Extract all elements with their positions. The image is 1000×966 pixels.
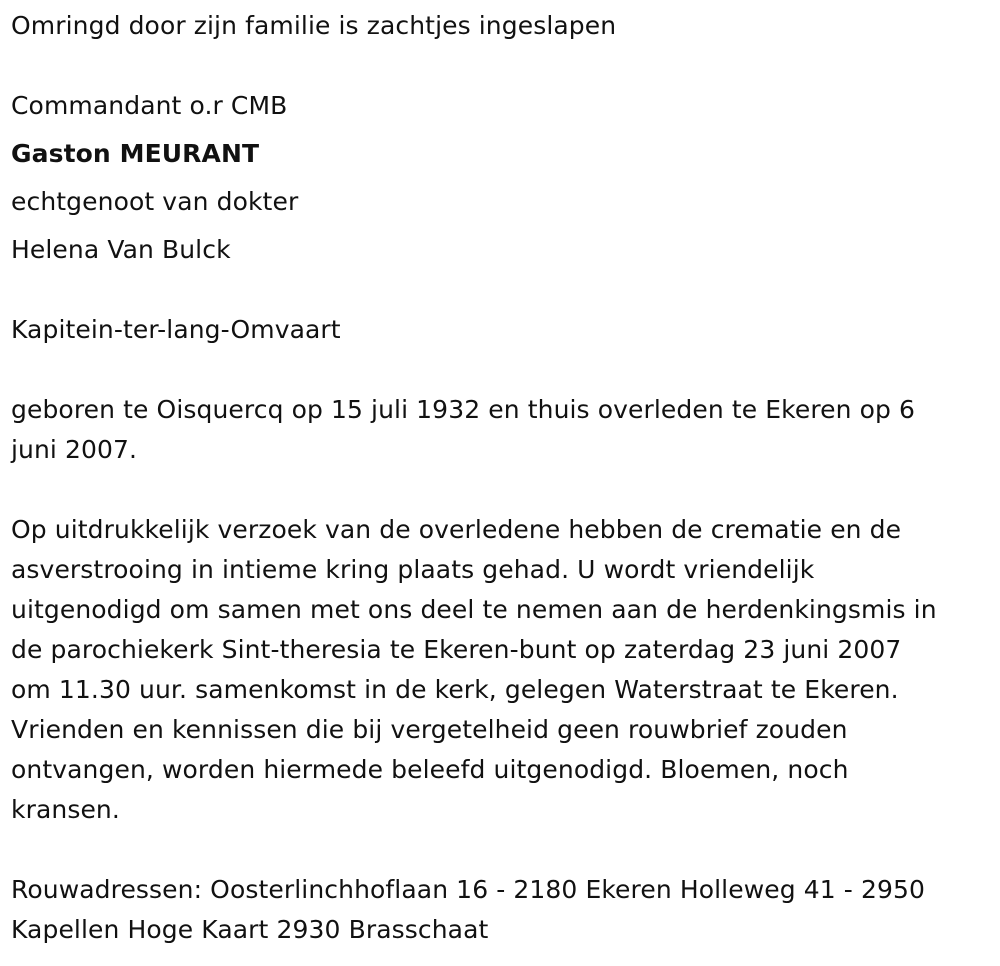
intro-text: Omringd door zijn familie is zachtjes ingeslapen xyxy=(11,11,617,40)
spouse-line-1: echtgenoot van dokter xyxy=(11,187,299,216)
spouse-line-2: Helena Van Bulck xyxy=(11,235,231,264)
spacer xyxy=(11,46,991,86)
spacer xyxy=(11,270,991,310)
addresses-line-2: Kapellen Hoge Kaart 2930 Brasschaat xyxy=(11,915,489,944)
birth-death-line-2: juni 2007. xyxy=(11,435,138,464)
body-line: kransen. xyxy=(11,795,120,824)
body-line: de parochiekerk Sint-theresia te Ekeren-bunt op zaterdag 23 juni 2007 xyxy=(11,635,902,664)
body-line: Op uitdrukkelijk verzoek van de overledene hebben de crematie en de xyxy=(11,515,902,544)
place-text: Kapitein-ter-lang-Omvaart xyxy=(11,315,341,344)
body-line: ontvangen, worden hiermede beleefd uitgenodigd. Bloemen, noch xyxy=(11,755,849,784)
body-line: asverstrooing in intieme kring plaats gehad. U wordt vriendelijk xyxy=(11,555,815,584)
rank-text: Commandant o.r CMB xyxy=(11,91,288,120)
birth-death-line-1: geboren te Oisquercq op 15 juli 1932 en thuis overleden te Ekeren op 6 xyxy=(11,395,916,424)
addresses-line-1: Rouwadressen: Oosterlinchhoflaan 16 - 2180 Ekeren Holleweg 41 - 2950 xyxy=(11,875,926,904)
body-line: uitgenodigd om samen met ons deel te nemen aan de herdenkingsmis in xyxy=(11,595,937,624)
spacer xyxy=(11,350,991,390)
body-line: Vrienden en kennissen die bij vergetelheid geen rouwbrief zouden xyxy=(11,715,848,744)
spacer xyxy=(11,830,991,870)
death-notice xyxy=(11,0,991,950)
deceased-name: Gaston MEURANT xyxy=(11,139,260,168)
spacer xyxy=(11,470,991,510)
body-line: om 11.30 uur. samenkomst in de kerk, gelegen Waterstraat te Ekeren. xyxy=(11,675,899,704)
